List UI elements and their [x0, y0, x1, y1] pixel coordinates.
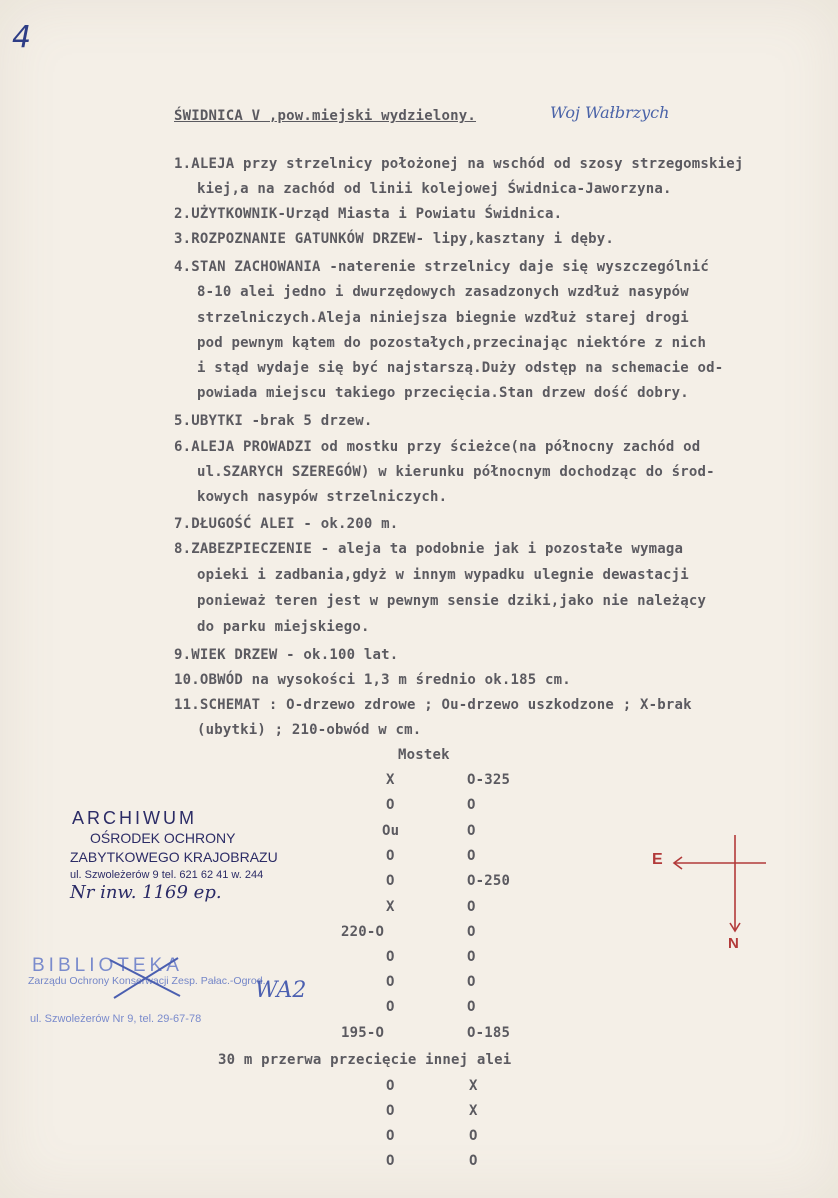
- text-line: 5.UBYTKI -brak 5 drzew.: [174, 413, 373, 429]
- schema-left-cell: X: [386, 899, 395, 915]
- schema-right-cell: O-185: [467, 1025, 511, 1041]
- schema-right-cell: X: [469, 1103, 478, 1119]
- archive-inventory-number: Nr inw. 1169 ep.: [70, 882, 222, 903]
- schema-top-label: Mostek: [398, 747, 450, 763]
- schema-left-cell: O: [386, 949, 395, 965]
- handwritten-voivodeship-note: Woj Wałbrzych: [550, 103, 670, 122]
- schema-right-cell: X: [469, 1078, 478, 1094]
- schema-right-cell: O-325: [467, 772, 511, 788]
- archive-stamp-line: ZABYTKOWEGO KRAJOBRAZU: [70, 849, 278, 865]
- schema-left-cell: O: [386, 1078, 395, 1094]
- text-line: 8-10 alei jedno i dwurzędowych zasadzonych wzdłuż nasypów: [197, 284, 689, 300]
- schema-left-cell: 220-O: [341, 924, 385, 940]
- schema-left-cell: O: [386, 999, 395, 1015]
- text-line: 10.OBWÓD na wysokości 1,3 m średnio ok.185 cm.: [174, 672, 571, 688]
- schema-left-cell: Ou: [382, 823, 400, 839]
- archive-stamp-address: ul. Szwoleżerów 9 tel. 621 62 41 w. 244: [70, 869, 264, 881]
- schema-gap-note: 30 m przerwa przecięcie innej alei: [218, 1052, 512, 1068]
- archive-stamp-title: ARCHIWUM: [72, 808, 197, 828]
- text-line: 7.DŁUGOŚĆ ALEI - ok.200 m.: [174, 516, 399, 532]
- schema-right-cell: O-250: [467, 873, 511, 889]
- schema-left-cell: O: [386, 1103, 395, 1119]
- text-line: pod pewnym kątem do pozostałych,przecinając niektóre z nich: [197, 335, 707, 351]
- schema-right-cell: O: [467, 797, 476, 813]
- library-stamp-title: BIBLIOTEKA: [32, 955, 183, 976]
- text-line: 6.ALEJA PROWADZI od mostku przy ścieżce(na północny zachód od: [174, 439, 701, 455]
- library-stamp-line: Zarządu Ochrony Konserwacji Zesp. Pałac.-Ogrod.: [28, 975, 266, 987]
- text-line: kowych nasypów strzelniczych.: [197, 489, 448, 505]
- schema-right-cell: O: [467, 899, 476, 915]
- stamp-cross-out-mark: [100, 952, 190, 1002]
- text-line: strzelniczych.Aleja niniejsza biegnie wzdłuż starej drogi: [197, 310, 689, 326]
- compass-arrows: [650, 830, 780, 950]
- text-line: 2.UŻYTKOWNIK-Urząd Miasta i Powiatu Świdnica.: [174, 206, 563, 222]
- text-line: 1.ALEJA przy strzelnicy położonej na wschód od szosy strzegomskiej: [174, 156, 744, 172]
- schema-left-cell: O: [386, 974, 395, 990]
- schema-right-cell: O: [469, 1128, 478, 1144]
- schema-right-cell: O: [467, 999, 476, 1015]
- text-line: 9.WIEK DRZEW - ok.100 lat.: [174, 647, 399, 663]
- text-line: i stąd wydaje się być najstarszą.Duży odstęp na schemacie od-: [197, 360, 724, 376]
- library-stamp-address: ul. Szwoleżerów Nr 9, tel. 29-67-78: [30, 1013, 202, 1025]
- text-line: 3.ROZPOZNANIE GATUNKÓW DRZEW- lipy,kasztany i dęby.: [174, 231, 615, 247]
- schema-right-cell: O: [469, 1153, 478, 1169]
- schema-left-cell: X: [386, 772, 395, 788]
- text-line: powiada miejscu takiego przecięcia.Stan drzew dość dobry.: [197, 385, 689, 401]
- text-line: (ubytki) ; 210-obwód w cm.: [197, 722, 422, 738]
- schema-right-cell: O: [467, 974, 476, 990]
- schema-left-cell: O: [386, 848, 395, 864]
- archive-stamp-line: OŚRODEK OCHRONY: [90, 830, 236, 846]
- compass-north-label: N: [728, 935, 739, 952]
- schema-right-cell: O: [467, 848, 476, 864]
- text-line: 11.SCHEMAT : O-drzewo zdrowe ; Ou-drzewo uszkodzone ; X-brak: [174, 697, 692, 713]
- schema-left-cell: O: [386, 1153, 395, 1169]
- schema-right-cell: O: [467, 823, 476, 839]
- text-line: ponieważ teren jest w pewnym sensie dziki,jako nie należący: [197, 593, 707, 609]
- text-line: do parku miejskiego.: [197, 619, 370, 635]
- text-line: kiej,a na zachód od linii kolejowej Świdnica-Jaworzyna.: [197, 181, 672, 197]
- text-line: opieki i zadbania,gdyż w innym wypadku ulegnie dewastacji: [197, 567, 689, 583]
- library-handwritten-mark: WA2: [255, 978, 307, 1003]
- text-line: 4.STAN ZACHOWANIA -naterenie strzelnicy daje się wyszczególnić: [174, 259, 709, 275]
- schema-right-cell: O: [467, 924, 476, 940]
- text-line: ul.SZARYCH SZEREGÓW) w kierunku północnym dochodząc do środ-: [197, 464, 715, 480]
- schema-left-cell: O: [386, 873, 395, 889]
- margin-page-mark: 4: [12, 20, 32, 55]
- document-title: ŚWIDNICA V ,pow.miejski wydzielony.: [174, 108, 477, 124]
- text-line: 8.ZABEZPIECZENIE - aleja ta podobnie jak i pozostałe wymaga: [174, 541, 684, 557]
- schema-left-cell: O: [386, 797, 395, 813]
- compass-east-label: E: [652, 851, 663, 868]
- schema-left-cell: O: [386, 1128, 395, 1144]
- schema-right-cell: O: [467, 949, 476, 965]
- schema-left-cell: 195-O: [341, 1025, 385, 1041]
